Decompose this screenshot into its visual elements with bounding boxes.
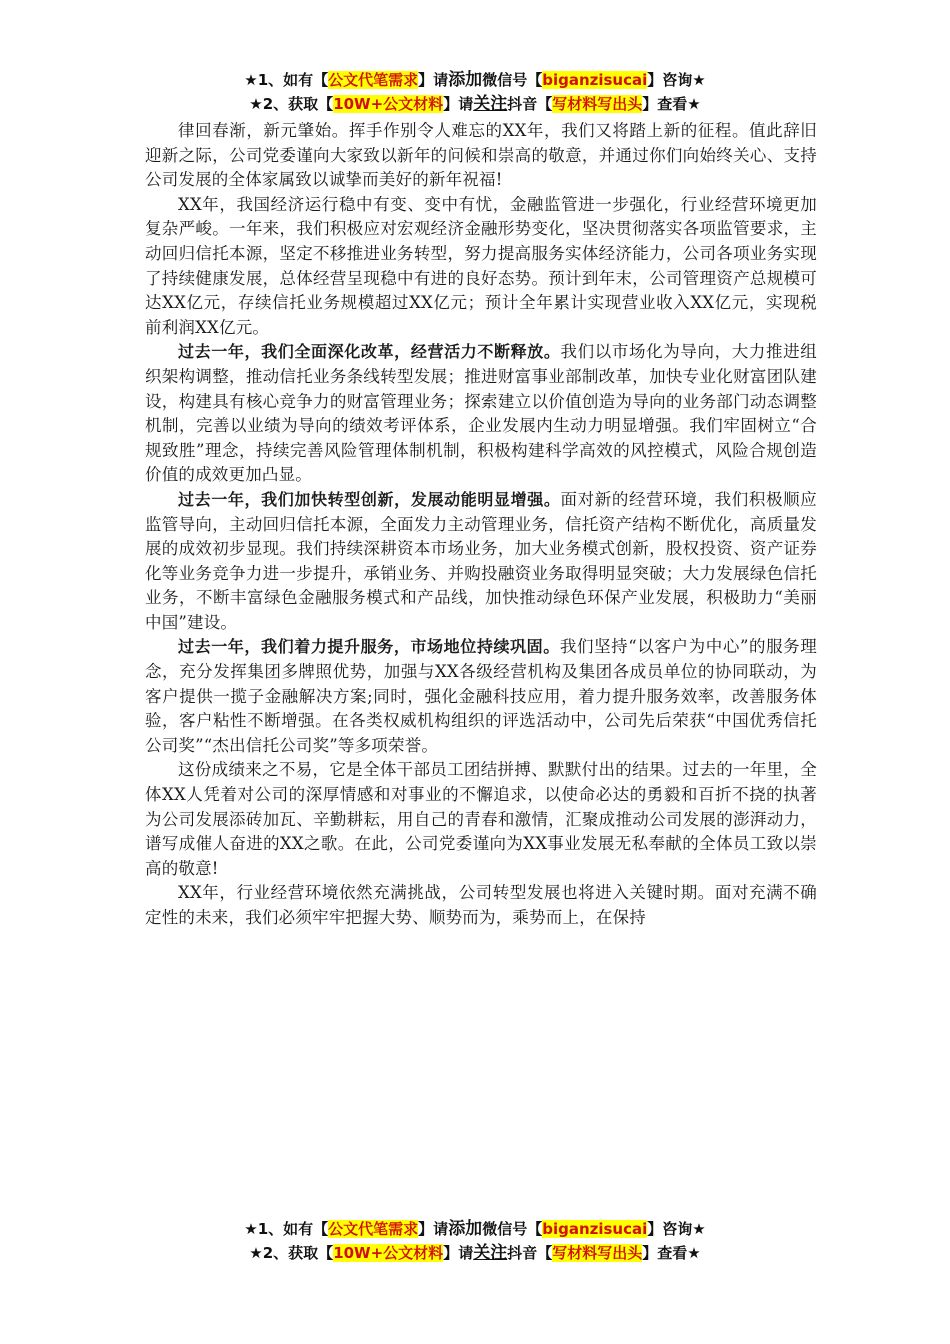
banner-text: 抖音【	[507, 95, 553, 113]
paragraph-lead: 过去一年，我们着力提升服务，市场地位持续巩固。	[178, 637, 560, 657]
paragraph-lead: 过去一年，我们加快转型创新，发展动能明显增强。	[178, 489, 561, 509]
banner-highlight: biganzisucai	[542, 1220, 648, 1238]
document-body	[145, 119, 817, 931]
banner-text: 抖音【	[507, 1244, 553, 1262]
banner-highlight: 写材料写出头	[552, 95, 643, 113]
footer-banner	[0, 1217, 950, 1265]
banner-text: 】请	[443, 95, 474, 113]
banner-text: 微信号【	[482, 1220, 543, 1238]
paragraph-lead: 过去一年，我们全面深化改革，经营活力不断释放。	[178, 342, 561, 362]
banner-emphasis: 添加	[448, 1219, 483, 1239]
banner-line-1	[0, 68, 950, 92]
paragraph	[145, 758, 817, 881]
banner-text: ★2、获取【	[249, 1244, 334, 1262]
paragraph-text: 这份成绩来之不易，它是全体干部员工团结拼搏、默默付出的结果。过去的一年里，全体XX人凭着对公司的深厚情感和对事业的不懈追求，以使命必达的勇毅和百折不挠的执著为公司发展添砖加瓦、辛勤耕耘，用自己的青春和激情，汇聚成推动公司发展的澎湃动力，谱写成催人奋进的XX之歌。在此，公司党委谨向为XX事业发展无私奉献的全体员工致以崇高的敬意!	[145, 760, 817, 878]
banner-text: 】请	[443, 1244, 474, 1262]
banner-text: 】请	[418, 1220, 449, 1238]
banner-emphasis: 关注	[473, 94, 508, 114]
paragraph	[145, 119, 817, 193]
banner-emphasis: 添加	[448, 70, 483, 90]
banner-text: 】请	[418, 71, 449, 89]
banner-highlight: 公文代笔需求	[328, 71, 419, 89]
banner-highlight: 10W+公文材料	[333, 95, 444, 113]
paragraph	[145, 193, 817, 341]
banner-text: 微信号【	[482, 71, 543, 89]
paragraph	[145, 635, 817, 758]
banner-highlight: 公文代笔需求	[328, 1220, 419, 1238]
banner-text: 】查看★	[642, 1244, 701, 1262]
header-banner	[0, 68, 950, 116]
banner-highlight: biganzisucai	[542, 71, 648, 89]
banner-line-2	[0, 1241, 950, 1265]
banner-highlight: 写材料写出头	[552, 1244, 643, 1262]
paragraph-text: XX年，我国经济运行稳中有变、变中有忧，金融监管进一步强化，行业经营环境更加复杂严峻。一年来，我们积极应对宏观经济金融形势变化，坚决贯彻落实各项监管要求，主动回归信托本源，坚定不移推进业务转型，努力提高服务实体经济能力，公司各项业务实现了持续健康发展，总体经营呈现稳中有进的良好态势。预计到年末，公司管理资产总规模可达XX亿元，存续信托业务规模超过XX亿元；预计全年累计实现营业收入XX亿元，实现税前利润XX亿元。	[145, 194, 817, 337]
paragraph	[145, 340, 817, 488]
paragraph	[145, 488, 817, 636]
banner-text: 】咨询★	[647, 71, 706, 89]
paragraph-text: XX年，行业经营环境依然充满挑战，公司转型发展也将进入关键时期。面对充满不确定性的未来，我们必须牢牢把握大势、顺势而为，乘势而上，在保持	[145, 883, 817, 927]
paragraph-text: 律回春渐，新元肇始。挥手作别令人难忘的XX年，我们又将踏上新的征程。值此辞旧迎新之际，公司党委谨向大家致以新年的问候和崇高的敬意，并通过你们向始终关心、支持公司发展的全体家属致以诚挚而美好的新年祝福!	[145, 121, 817, 190]
banner-highlight: 10W+公文材料	[333, 1244, 444, 1262]
banner-text: ★1、如有【	[244, 71, 329, 89]
banner-emphasis: 关注	[473, 1243, 508, 1263]
banner-text: 】查看★	[642, 95, 701, 113]
paragraph	[145, 881, 817, 930]
banner-line-1	[0, 1217, 950, 1241]
paragraph-text: 我们坚持“以客户为中心”的服务理念，充分发挥集团多牌照优势，加强与XX各级经营机构及集团各成员单位的协同联动，为客户提供一揽子金融解决方案;同时，强化金融科技应用，着力提升服务效率，改善服务体验，客户粘性不断增强。在各类权威机构组织的评选活动中，公司先后荣获“中国优秀信托公司奖”“杰出信托公司奖”等多项荣誉。	[145, 637, 817, 755]
banner-line-2	[0, 92, 950, 116]
banner-text: 】咨询★	[647, 1220, 706, 1238]
paragraph-text: 我们以市场化为导向，大力推进组织架构调整，推动信托业务条线转型发展；推进财富事业部制改革，加快专业化财富团队建设，构建具有核心竞争力的财富管理业务；探索建立以价值创造为导向的业务部门动态调整机制，完善以业绩为导向的绩效考评体系，企业发展内生动力明显增强。我们牢固树立“合规致胜”理念，持续完善风险管理体制机制，积极构建科学高效的风控模式，风险合规创造价值的成效更加凸显。	[145, 342, 817, 485]
paragraph-text: 面对新的经营环境，我们积极顺应监管导向，主动回归信托本源，全面发力主动管理业务，信托资产结构不断优化，高质量发展的成效初步显现。我们持续深耕资本市场业务，加大业务模式创新，股权投资、资产证券化等业务竞争力进一步提升，承销业务、并购投融资业务取得明显突破；大力发展绿色信托业务，不断丰富绿色金融服务模式和产品线，加快推动绿色环保产业发展，积极助力“美丽中国”建设。	[145, 489, 817, 632]
banner-text: ★1、如有【	[244, 1220, 329, 1238]
banner-text: ★2、获取【	[249, 95, 334, 113]
